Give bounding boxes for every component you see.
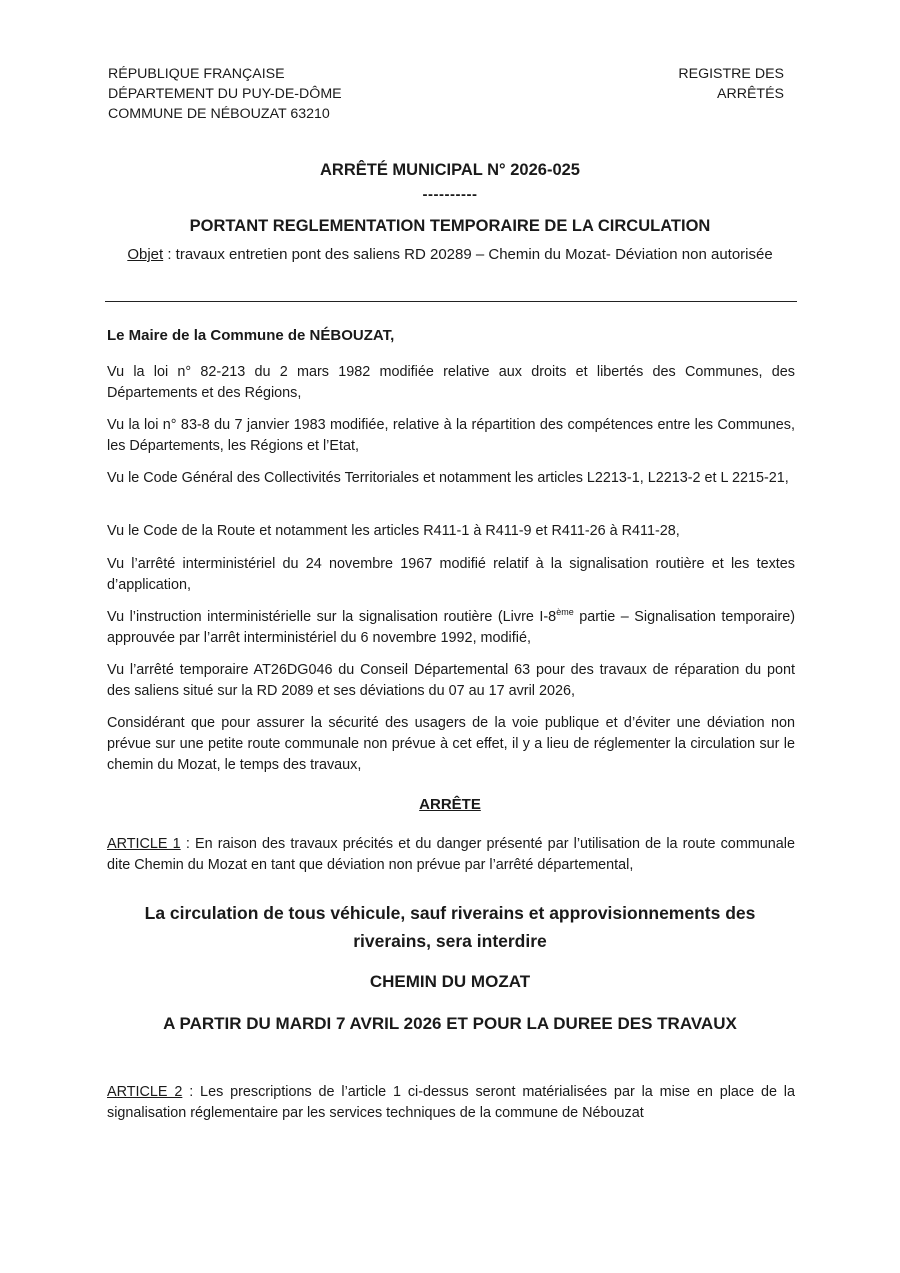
article-1 xyxy=(107,834,795,876)
ordinal-superscript: ème xyxy=(556,607,574,618)
horizontal-divider xyxy=(105,301,797,302)
decision-statement xyxy=(0,899,900,955)
object-text: : travaux entretien pont des saliens RD 20289 – Chemin du Mozat- Déviation non autorisée xyxy=(163,246,773,263)
consideration-text: Vu le Code de la Route et notamment les articles R411-1 à R411-9 et R411-26 à R411-28, xyxy=(107,523,680,539)
restriction-period: A PARTIR DU MARDI 7 AVRIL 2026 ET POUR LA DUREE DES TRAVAUX xyxy=(163,1014,737,1033)
consideration-text: Vu la loi n° 82-213 du 2 mars 1982 modifiée relative aux droits et libertés des Communes, des Départements et des Régions, xyxy=(107,364,795,401)
issuer-block xyxy=(108,64,342,124)
issuer-line: RÉPUBLIQUE FRANÇAISE xyxy=(108,66,285,82)
article-2-body: : Les prescriptions de l’article 1 ci-dessus seront matérialisées par la mise en place de la signalisation réglementaire par les services techniques de la commune de Nébouzat xyxy=(107,1084,795,1121)
object-label: Objet xyxy=(127,246,164,263)
article-2 xyxy=(107,1082,795,1124)
title-separator: ---------- xyxy=(422,186,478,203)
issuer-line: DÉPARTEMENT DU PUY-DE-DÔME xyxy=(108,86,342,102)
issuer-line: COMMUNE DE NÉBOUZAT 63210 xyxy=(108,106,330,122)
consideration-paragraph xyxy=(107,362,795,404)
register-block xyxy=(678,64,784,104)
decision-line: riverains, sera interdire xyxy=(353,931,547,951)
article-2-label: ARTICLE 2 xyxy=(107,1084,183,1100)
consideration-paragraph xyxy=(107,660,795,702)
consideration-paragraph xyxy=(107,468,795,489)
decision-line: La circulation de tous véhicule, sauf riverains et approvisionnements des xyxy=(144,903,756,923)
article-1-label: ARTICLE 1 xyxy=(107,836,181,852)
consideration-paragraph xyxy=(107,554,795,596)
consideration-paragraph xyxy=(107,521,795,542)
road-name: CHEMIN DU MOZAT xyxy=(369,972,531,991)
consideration-text xyxy=(107,607,795,649)
decree-subtitle: PORTANT REGLEMENTATION TEMPORAIRE DE LA CIRCULATION xyxy=(189,217,711,235)
consideration-text: Vu le Code Général des Collectivités Territoriales et notamment les articles L2213-1, L2213-2 et L 2215-21, xyxy=(107,470,789,486)
consideration-paragraph xyxy=(107,607,795,649)
instruction-text-end: partie – Signalisation temporaire) approuvée par l’arrêt interministériel du 6 novembre 1992, modifié, xyxy=(107,609,796,646)
consideration-paragraph xyxy=(107,713,795,776)
consideration-text: Vu la loi n° 83-8 du 7 janvier 1983 modifiée, relative à la répartition des compétences entre les Communes, les Départements, les Régions et l’Etat, xyxy=(107,417,795,454)
consideration-text: Vu l’arrêté temporaire AT26DG046 du Conseil Départemental 63 pour des travaux de réparation du pont des saliens situé sur la RD 2089 et ses déviations du 07 au 17 avril 2026, xyxy=(107,662,795,699)
decree-object xyxy=(120,242,780,267)
article-2-text xyxy=(107,1082,795,1124)
consideration-text: Vu l’arrêté interministériel du 24 novembre 1967 modifié relatif à la signalisation routière et les textes d’application, xyxy=(107,556,795,593)
decree-title: ARRÊTÉ MUNICIPAL N° 2026-025 xyxy=(320,161,580,179)
article-1-text xyxy=(107,834,795,876)
register-line: ARRÊTÉS xyxy=(716,86,784,102)
register-line: REGISTRE DES xyxy=(678,66,784,82)
consideration-paragraph xyxy=(107,415,795,457)
arrete-heading: ARRÊTE xyxy=(419,796,481,813)
article-1-body: : En raison des travaux précités et du danger présenté par l’utilisation de la route communale dite Chemin du Mozat en tant que déviation non prévue par l’arrêté départemental, xyxy=(107,836,796,873)
instruction-text-start: Vu l’instruction interministérielle sur la signalisation routière (Livre I-8 xyxy=(107,609,557,625)
mayor-heading: Le Maire de la Commune de NÉBOUZAT, xyxy=(107,327,395,344)
consideration-text: Considérant que pour assurer la sécurité des usagers de la voie publique et d’éviter une déviation non prévue sur une petite route communale non prévue à cet effet, il y a lieu de réglementer la circulation sur le chemin du Mozat, le temps des travaux, xyxy=(107,715,795,773)
